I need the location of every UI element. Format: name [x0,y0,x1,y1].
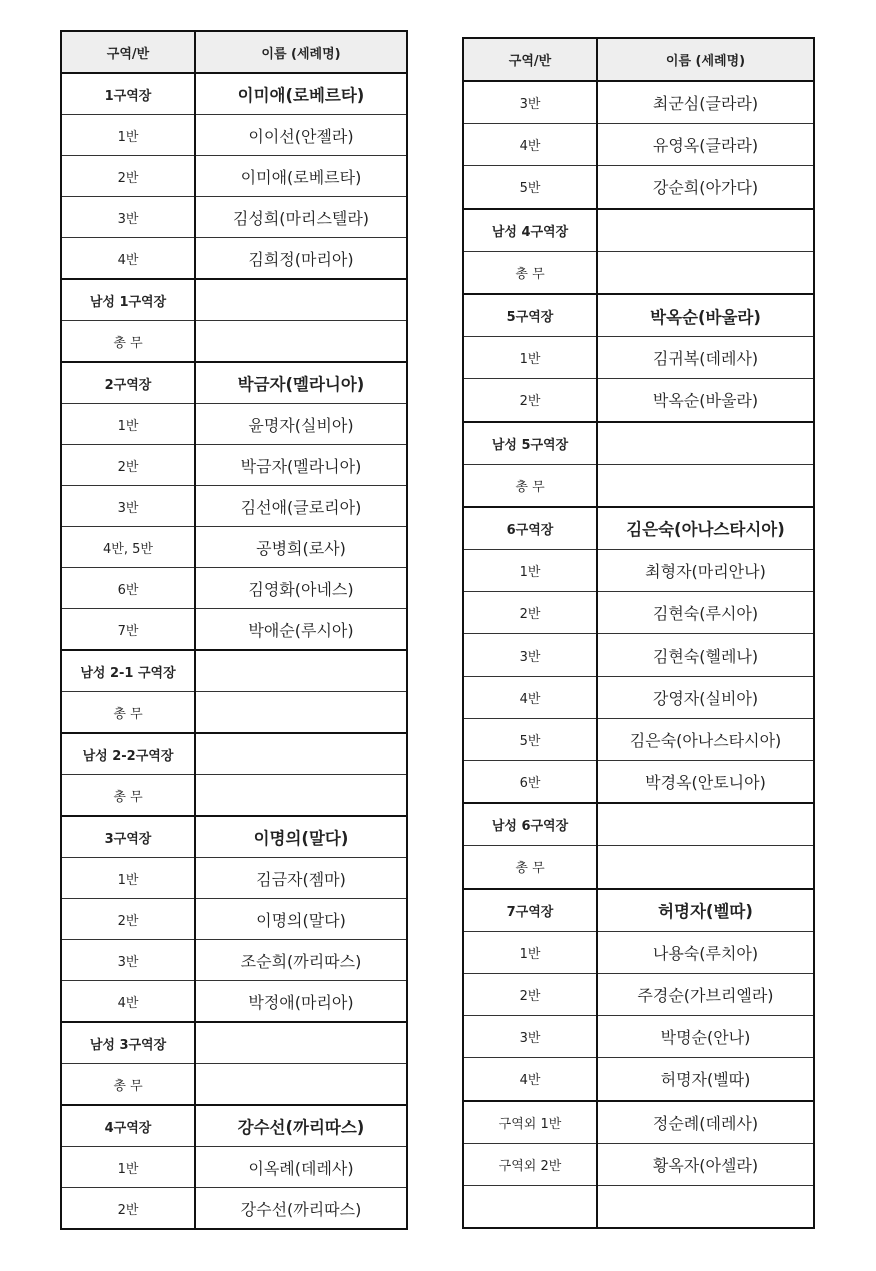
table-row [463,718,814,760]
table-row [61,981,407,1023]
table-row [61,321,407,363]
member-name-cell: 나용숙(루치아) [597,931,814,973]
table-row [61,445,407,486]
table-row [463,634,814,676]
table-row [61,156,407,197]
member-name-cell [597,846,814,889]
member-name-cell: 강수선(까리따스) [195,1188,407,1230]
table-row [463,1101,814,1144]
district-class-cell: 4구역장 [61,1105,195,1147]
member-name-cell [195,733,407,775]
member-name-cell [195,650,407,692]
roster-rows-left [61,73,407,1229]
table-row [463,803,814,846]
member-name-cell: 김영화(아네스) [195,568,407,609]
table-row [61,1147,407,1188]
district-class-cell: 3반 [61,197,195,238]
table-row [61,279,407,321]
table-row [61,609,407,651]
member-name-cell [195,775,407,817]
table-row [61,1064,407,1106]
member-name-cell: 박경옥(안토니아) [597,761,814,804]
member-name-cell: 박옥순(바울라) [597,379,814,422]
header-district-class: 구역/반 [463,38,597,81]
district-class-cell: 7구역장 [463,889,597,932]
table-row [61,486,407,527]
member-name-cell: 김금자(젬마) [195,858,407,899]
header-district-class: 구역/반 [61,31,195,73]
district-class-cell: 1반 [61,1147,195,1188]
table-row [61,899,407,940]
member-name-cell: 최군심(글라라) [597,81,814,124]
table-row [61,1022,407,1064]
member-name-cell: 김현숙(루시아) [597,592,814,634]
district-class-cell [463,1185,597,1228]
member-name-cell [597,422,814,465]
member-name-cell: 박애순(루시아) [195,609,407,651]
district-class-cell: 남성 3구역장 [61,1022,195,1064]
table-row [463,973,814,1015]
table-row [463,124,814,166]
member-name-cell [195,321,407,363]
district-class-cell: 1반 [463,337,597,379]
member-name-cell: 최형자(마리안나) [597,550,814,592]
table-row [61,238,407,280]
district-class-cell: 6반 [61,568,195,609]
district-class-cell: 남성 2-2구역장 [61,733,195,775]
table-header-row [61,31,407,73]
table-row [61,816,407,858]
district-class-cell: 6반 [463,761,597,804]
member-name-cell: 김성희(마리스텔라) [195,197,407,238]
table-row [61,197,407,238]
table-row [61,1105,407,1147]
district-class-cell: 남성 5구역장 [463,422,597,465]
member-name-cell: 강영자(실비아) [597,676,814,718]
district-class-cell: 2반 [463,973,597,1015]
member-name-cell [195,279,407,321]
member-name-cell: 이미애(로베르타) [195,73,407,115]
member-name-cell: 강수선(까리따스) [195,1105,407,1147]
member-name-cell [195,1022,407,1064]
district-class-cell: 5반 [463,166,597,209]
district-class-cell: 남성 4구역장 [463,209,597,252]
member-name-cell: 정순례(데레사) [597,1101,814,1144]
district-class-cell: 3반 [463,634,597,676]
district-class-cell: 1반 [61,858,195,899]
table-row [463,1185,814,1228]
district-class-cell: 4반 [463,1058,597,1101]
district-class-cell: 총 무 [61,321,195,363]
district-class-cell: 1반 [463,550,597,592]
member-name-cell [597,464,814,507]
table-row [61,775,407,817]
member-name-cell [597,1185,814,1228]
member-name-cell: 황옥자(아셀라) [597,1143,814,1185]
table-row [61,692,407,734]
member-name-cell: 김희정(마리아) [195,238,407,280]
district-class-cell: 1반 [61,115,195,156]
member-name-cell: 김은숙(아나스타시아) [597,718,814,760]
table-row [61,733,407,775]
member-name-cell [597,803,814,846]
district-class-cell: 3구역장 [61,816,195,858]
table-row [463,294,814,337]
member-name-cell: 이이선(안젤라) [195,115,407,156]
roster-table-right [462,37,815,1229]
table-row [463,1016,814,1058]
district-class-cell: 총 무 [463,464,597,507]
member-name-cell: 공병희(로사) [195,527,407,568]
table-row [61,650,407,692]
district-class-cell: 2반 [61,1188,195,1230]
district-class-cell: 구역외 2반 [463,1143,597,1185]
table-row [61,115,407,156]
table-row [463,550,814,592]
member-name-cell: 박금자(멜라니아) [195,362,407,404]
district-class-cell: 6구역장 [463,507,597,550]
district-class-cell: 남성 6구역장 [463,803,597,846]
member-name-cell [195,1064,407,1106]
roster-rows-right [463,81,814,1228]
district-class-cell: 3반 [61,940,195,981]
header-name-baptismal: 이름 (세례명) [597,38,814,81]
member-name-cell [597,251,814,294]
district-class-cell: 총 무 [61,775,195,817]
district-class-cell: 남성 1구역장 [61,279,195,321]
district-class-cell: 4반 [463,124,597,166]
table-row [463,81,814,124]
district-class-cell: 2반 [61,156,195,197]
table-row [61,362,407,404]
member-name-cell: 허명자(벨따) [597,1058,814,1101]
member-name-cell: 김은숙(아나스타시아) [597,507,814,550]
district-class-cell: 구역외 1반 [463,1101,597,1144]
district-class-cell: 5구역장 [463,294,597,337]
member-name-cell: 김선애(글로리아) [195,486,407,527]
table-row [463,464,814,507]
member-name-cell: 이미애(로베르타) [195,156,407,197]
table-row [463,166,814,209]
member-name-cell: 박명순(안나) [597,1016,814,1058]
member-name-cell: 이옥례(데레사) [195,1147,407,1188]
table-row [61,73,407,115]
district-class-cell: 7반 [61,609,195,651]
member-name-cell [597,209,814,252]
district-class-cell: 4반, 5반 [61,527,195,568]
table-row [463,379,814,422]
member-name-cell: 김귀복(데레사) [597,337,814,379]
table-row [463,846,814,889]
table-row [463,1143,814,1185]
member-name-cell: 유영옥(글라라) [597,124,814,166]
member-name-cell: 주경순(가브리엘라) [597,973,814,1015]
district-class-cell: 총 무 [463,251,597,294]
member-name-cell: 허명자(벨따) [597,889,814,932]
district-class-cell: 4반 [463,676,597,718]
table-row [463,507,814,550]
table-row [463,209,814,252]
table-row [463,889,814,932]
district-class-cell: 1구역장 [61,73,195,115]
table-row [61,858,407,899]
district-class-cell: 총 무 [61,1064,195,1106]
table-row [61,940,407,981]
table-row [463,422,814,465]
header-name-baptismal: 이름 (세례명) [195,31,407,73]
member-name-cell: 박옥순(바울라) [597,294,814,337]
member-name-cell: 김현숙(헬레나) [597,634,814,676]
member-name-cell: 윤명자(실비아) [195,404,407,445]
district-class-cell: 총 무 [463,846,597,889]
district-class-cell: 5반 [463,718,597,760]
member-name-cell: 이명의(말다) [195,816,407,858]
member-name-cell: 조순희(까리따스) [195,940,407,981]
table-row [61,404,407,445]
member-name-cell [195,692,407,734]
member-name-cell: 박금자(멜라니아) [195,445,407,486]
member-name-cell: 강순희(아가다) [597,166,814,209]
table-row [463,931,814,973]
table-row [463,1058,814,1101]
district-class-cell: 1반 [463,931,597,973]
table-row [463,676,814,718]
district-class-cell: 2반 [61,899,195,940]
member-name-cell: 박정애(마리아) [195,981,407,1023]
table-row [61,1188,407,1230]
table-header-row [463,38,814,81]
district-class-cell: 2반 [61,445,195,486]
district-class-cell: 1반 [61,404,195,445]
district-class-cell: 4반 [61,981,195,1023]
table-row [61,527,407,568]
district-class-cell: 3반 [61,486,195,527]
district-class-cell: 3반 [463,81,597,124]
district-class-cell: 2반 [463,592,597,634]
table-row [463,337,814,379]
district-class-cell: 2구역장 [61,362,195,404]
table-row [463,251,814,294]
district-class-cell: 남성 2-1 구역장 [61,650,195,692]
member-name-cell: 이명의(말다) [195,899,407,940]
roster-table-left [60,30,408,1230]
district-class-cell: 총 무 [61,692,195,734]
table-row [463,761,814,804]
table-row [463,592,814,634]
district-class-cell: 2반 [463,379,597,422]
table-row [61,568,407,609]
district-class-cell: 4반 [61,238,195,280]
district-class-cell: 3반 [463,1016,597,1058]
